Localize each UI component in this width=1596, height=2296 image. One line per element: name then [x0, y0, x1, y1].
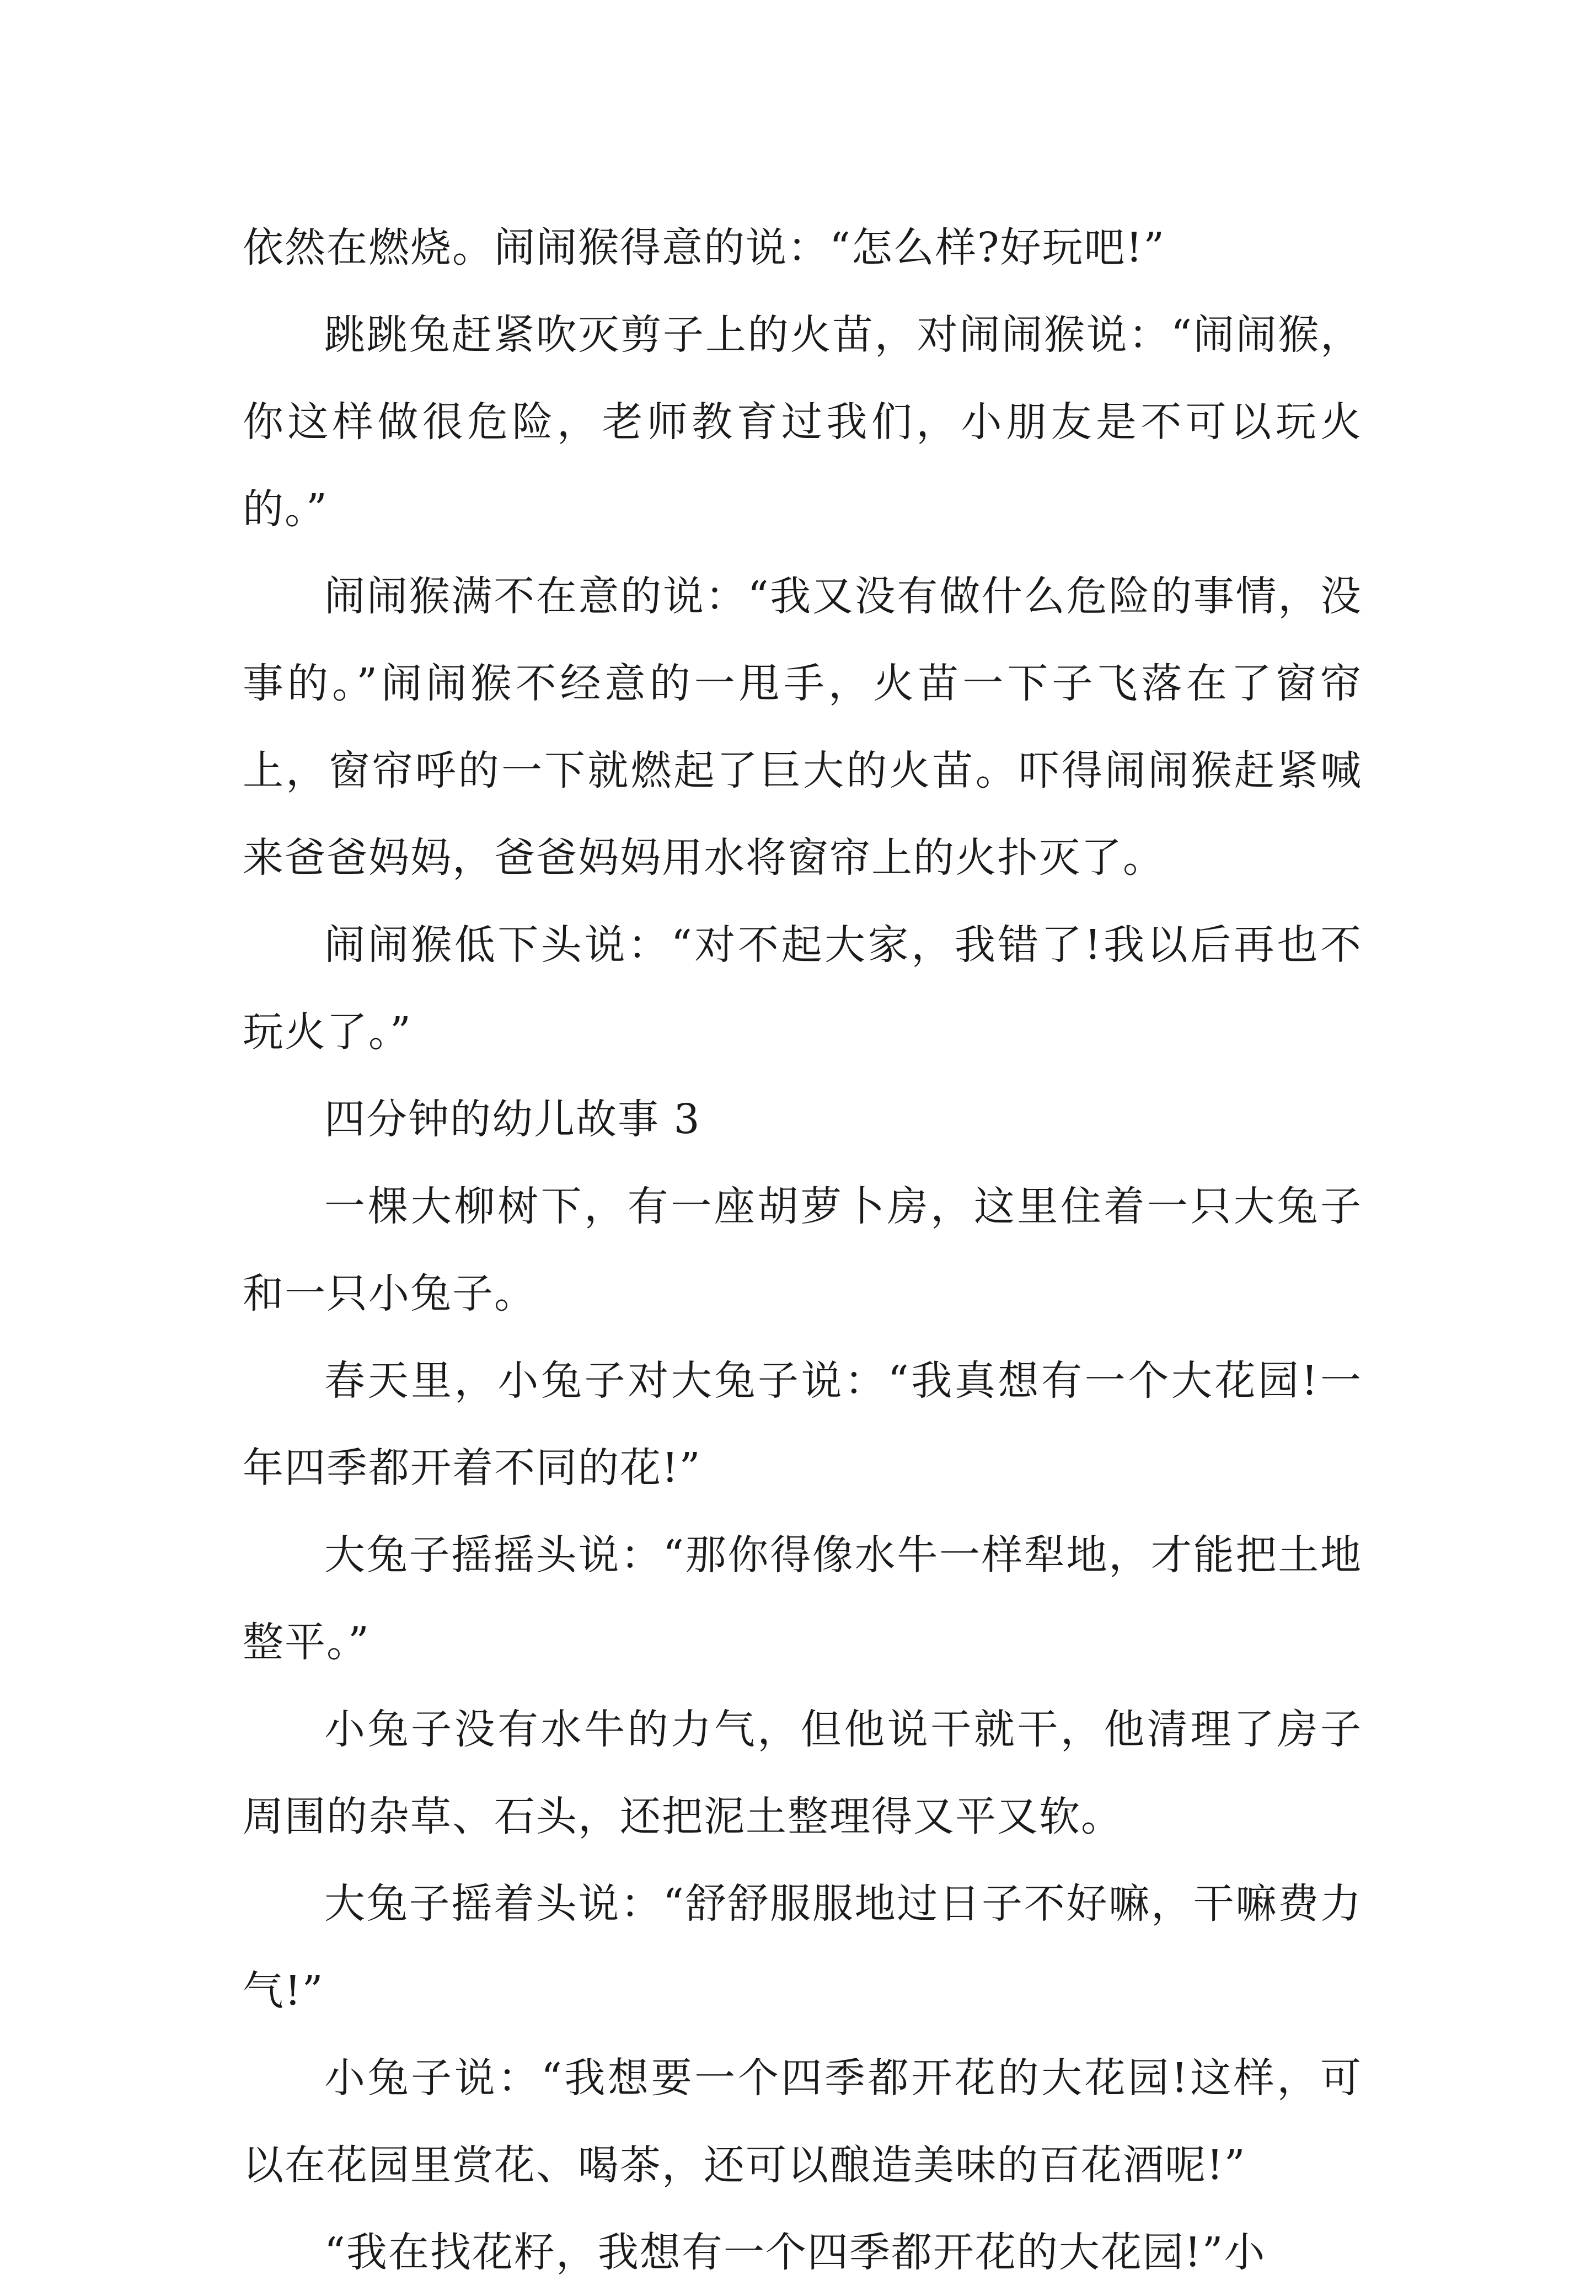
story-text-body: [243, 204, 1362, 2296]
paragraph: 大兔子摇着头说：“舒舒服服地过日子不好嘛，干嘛费力气!”: [243, 1880, 1362, 2015]
paragraph: 春天里，小兔子对大兔子说：“我真想有一个大花园!一年四季都开着不同的花!”: [243, 1357, 1362, 1492]
paragraph: 闹闹猴满不在意的说：“我又没有做什么危险的事情，没事的。”闹闹猴不经意的一甩手，火苗一下子飞落在了窗帘上，窗帘呼的一下就燃起了巨大的火苗。吓得闹闹猴赶紧喊来爸爸妈妈，爸爸妈妈用水将窗帘上的火扑灭了。: [243, 573, 1362, 882]
paragraph: 一棵大柳树下，有一座胡萝卜房，这里住着一只大兔子和一只小兔子。: [243, 1183, 1362, 1317]
paragraph: “我在找花籽，我想有一个四季都开花的大花园!”小: [324, 2229, 1266, 2276]
paragraph: 小兔子说：“我想要一个四季都开花的大花园!这样，可以在花园里赏花、喝茶，还可以酿造美味的百花酒呢!”: [243, 2054, 1362, 2189]
section-heading: 四分钟的幼儿故事 3: [324, 1096, 701, 1143]
paragraph: 依然在燃烧。闹闹猴得意的说：“怎么样?好玩吧!”: [243, 224, 1166, 271]
paragraph: 闹闹猴低下头说：“对不起大家，我错了!我以后再也不玩火了。”: [243, 921, 1362, 1056]
paragraph: 跳跳兔赶紧吹灭剪子上的火苗，对闹闹猴说：“闹闹猴，你这样做很危险，老师教育过我们，小朋友是不可以玩火的。”: [243, 311, 1362, 533]
paragraph: 大兔子摇摇头说：“那你得像水牛一样犁地，才能把土地整平。”: [243, 1531, 1362, 1666]
paragraph: 小兔子没有水牛的力气，但他说干就干，他清理了房子周围的杂草、石头，还把泥土整理得又平又软。: [243, 1706, 1362, 1840]
